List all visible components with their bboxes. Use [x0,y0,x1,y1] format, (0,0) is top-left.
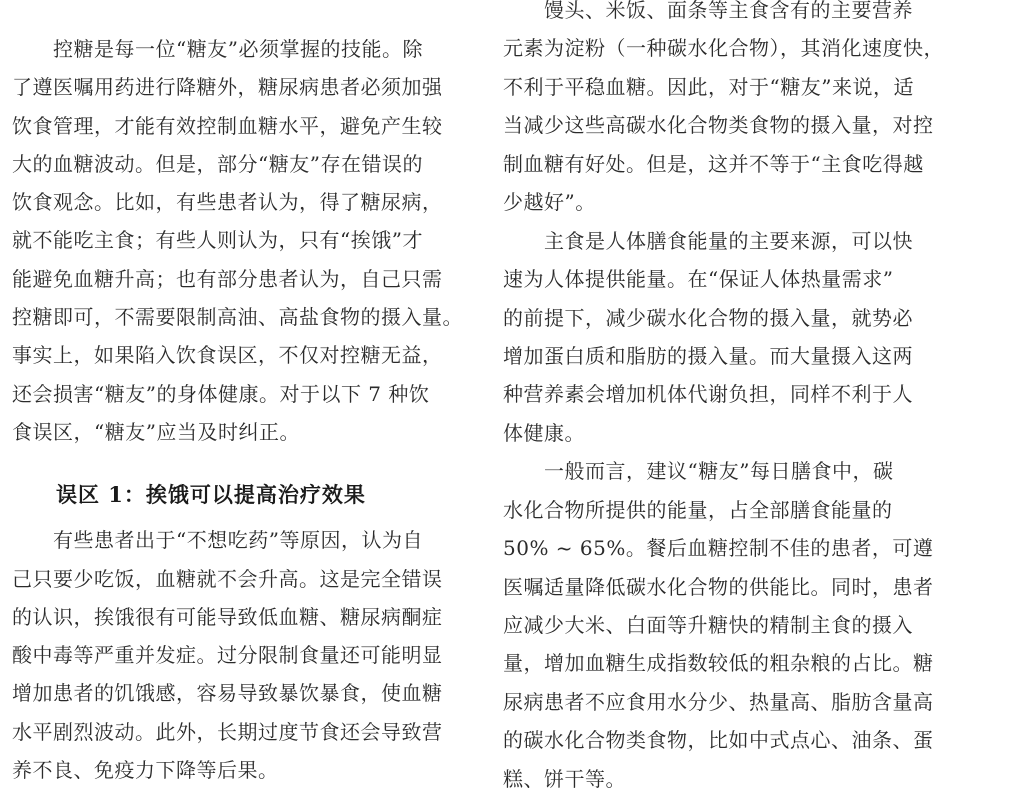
text-line: 馒头、米饭、面条等主食含有的主要营养 [544,0,913,22]
paragraph-energy-source [503,222,943,453]
text-line: 增加蛋白质和脂肪的摄入量。而大量摄入这两 [503,343,913,368]
text-line: 控糖是每一位“糖友”必须掌握的技能。除 [53,37,423,61]
text-line: 还会损害“糖友”的身体健康。对于以下 7 种饮 [12,381,430,406]
text-line: 事实上，如果陷入饮食误区，不仅对控糖无益， [12,343,443,368]
text-line: 食误区，“糖友”应当及时纠正。 [12,419,300,444]
text-line: 糕、饼干等。 [503,766,626,791]
text-line: 制血糖有好处。但是，这并不等于“主食吃得越 [503,151,924,176]
text-line: 饮食观念。比如，有些患者认为，得了糖尿病， [12,190,443,215]
text-line: 养不良、免疫力下降等后果。 [12,758,279,783]
text-line: 了遵医嘱用药进行降糖外，糖尿病患者必须加强 [12,75,443,100]
text-line: 当减少这些高碳水化合物类食物的摄入量，对控 [503,113,934,138]
text-line: 大的血糖波动。但是，部分“糖友”存在错误的 [12,151,423,176]
text-line: 少越好”。 [503,190,596,215]
text-line: 元素为淀粉（一种碳水化合物），其消化速度快， [503,36,944,61]
left-column [12,30,463,789]
text-line: 一般而言，建议“糖友”每日膳食中，碳 [544,459,894,484]
text-line: 就不能吃主食；有些人则认为，只有“挨饿”才 [12,228,423,253]
text-line: 尿病患者不应食用水分少、热量高、脂肪含量高 [503,689,934,714]
text-line: 增加患者的饥饿感，容易导致暴饮暴食，使血糖 [12,681,443,706]
section-heading: 误区 1：挨饿可以提高治疗效果 [56,482,366,508]
paragraph-myth-1 [12,521,452,789]
text-line: 体健康。 [503,420,585,445]
text-line: 水平剧烈波动。此外，长期过度节食还会导致营 [12,719,443,744]
text-line: 能避免血糖升高；也有部分患者认为，自己只需 [12,266,443,291]
paragraph-intro [12,30,463,451]
paragraph-recommendation [503,452,943,792]
text-line: 量，增加血糖生成指数较低的粗杂粮的占比。糖 [503,651,934,676]
text-line: 的前提下，减少碳水化合物的摄入量，就势必 [503,305,913,330]
text-line: 主食是人体膳食能量的主要来源，可以快 [544,228,913,253]
spacer [12,513,452,521]
text-line: 医嘱适量降低碳水化合物的供能比。同时，患者 [503,574,934,599]
text-line: 不利于平稳血糖。因此，对于“糖友”来说，适 [503,74,914,99]
text-line: 应减少大米、白面等升糖快的精制主食的摄入 [503,613,913,637]
paragraph-staple-food [503,0,943,222]
text-line: 饮食管理，才能有效控制血糖水平，避免产生较 [12,113,443,138]
text-line: 有些患者出于“不想吃药”等原因，认为自 [53,528,423,553]
text-line: 控糖即可，不需要限制高油、高盐食物的摄入量。 [12,305,463,330]
text-line: 酸中毒等严重并发症。过分限制食量还可能明显 [12,643,443,668]
text-line: 50% ~ 65%。餐后血糖控制不佳的患者，可遵 [503,536,934,561]
text-line: 的碳水化合物类食物，比如中式点心、油条、蛋 [503,728,934,753]
spacer [12,451,452,477]
text-line: 速为人体提供能量。在“保证人体热量需求” [503,267,894,292]
text-line: 的认识，挨饿很有可能导致低血糖、糖尿病酮症 [12,604,443,629]
text-line: 己只要少吃饭，血糖就不会升高。这是完全错误 [12,566,443,591]
right-column [503,0,943,792]
text-line: 水化合物所提供的能量，占全部膳食能量的 [503,497,893,522]
text-line: 种营养素会增加机体代谢负担，同样不利于人 [503,382,913,407]
